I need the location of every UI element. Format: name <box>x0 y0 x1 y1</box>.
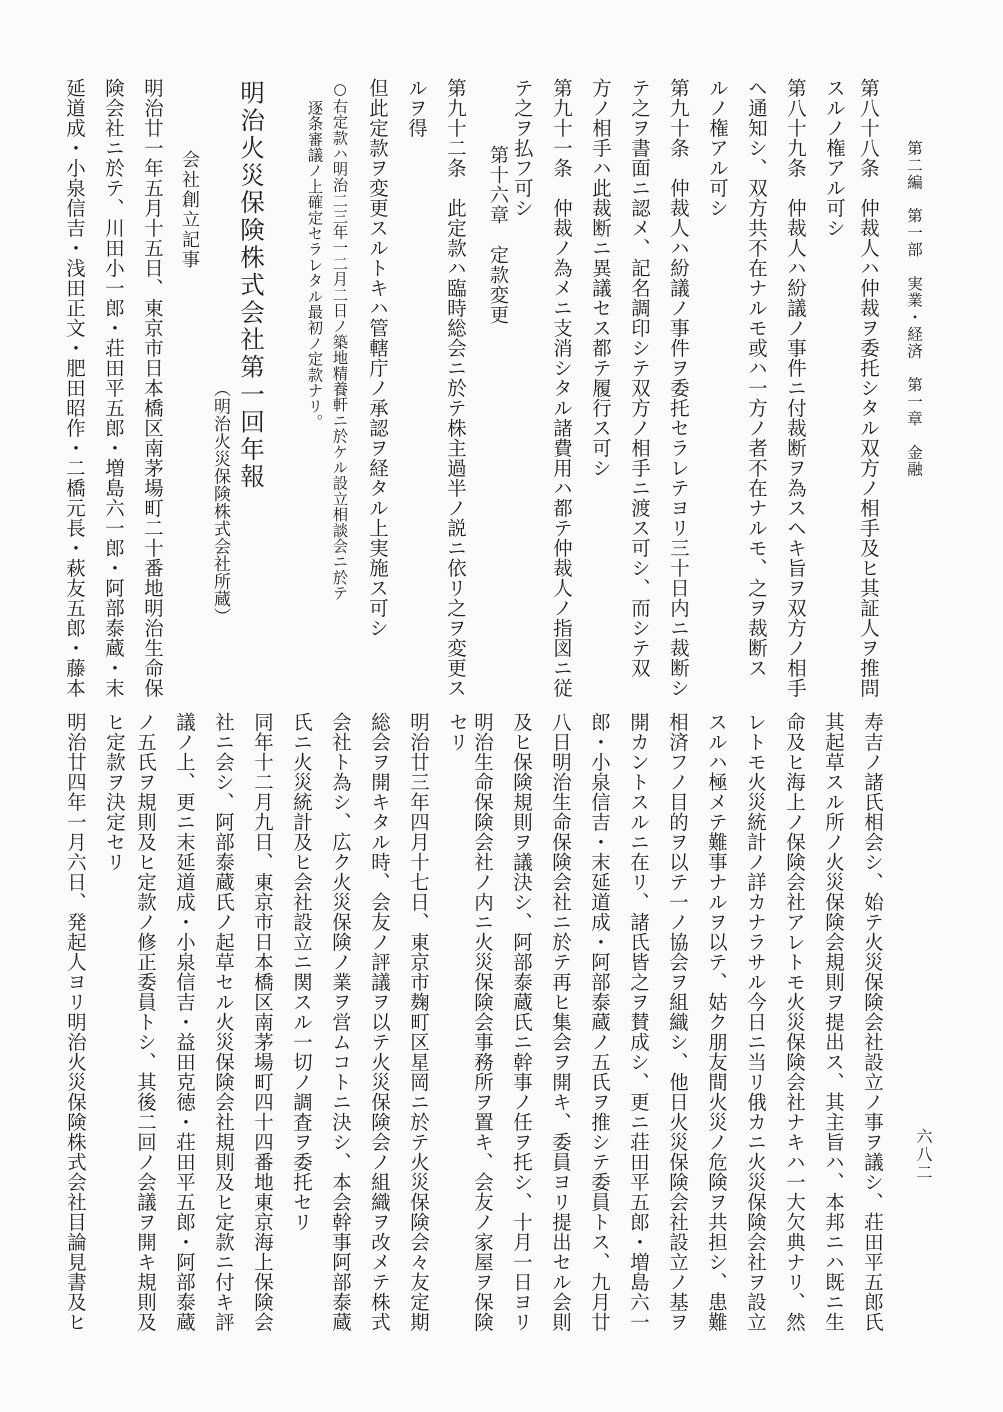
text-column: 第八十九条 仲裁人ハ紛議ノ事件ニ付裁断ヲ為スヘキ旨ヲ双方ノ相手 <box>784 78 807 698</box>
text-column: 社ニ会シ、阿部泰蔵氏ノ起草セル火災保険会社規則及ヒ定款ニ付キ評 <box>212 712 235 1332</box>
text-column: 寿吉ノ諸氏相会シ、始テ火災保険会社設立ノ事ヲ議シ、荘田平五郎氏 <box>861 712 884 1332</box>
section-subheading: 会社創立記事 <box>179 150 200 270</box>
running-header: 第二編 第一部 実業・経済 第一章 金融 <box>905 140 923 478</box>
source-note: （明治火災保険株式会社所蔵） <box>210 380 230 625</box>
text-column: 相済フノ目的ヲ以テ一ノ協会ヲ組織シ、他日火災保険会社設立ノ基ヲ <box>666 712 689 1332</box>
text-column: 同年十二月九日、東京市日本橋区南茅場町四十四番地東京海上保険会 <box>251 712 274 1332</box>
text-column: 総会ヲ開キタル時、会友ノ評議ヲ以テ火災保険会ノ組織ヲ改メテ株式 <box>368 712 391 1332</box>
text-column: 険会社ニ於テ、川田小一郎・荘田平五郎・増島六一郎・阿部泰蔵・末 <box>102 78 125 698</box>
text-column: テ之ヲ払フ可シ <box>511 78 534 218</box>
text-column: ノ五氏ヲ規則及ヒ定款ノ修正委員トシ、其後二回ノ会議ヲ開キ規則及 <box>134 712 157 1332</box>
text-column: スルノ権アル可シ <box>823 78 846 238</box>
text-column: 第九十条 仲裁人ハ紛議ノ事件ヲ委托セラレテヨリ三十日内ニ裁断シ <box>667 78 690 698</box>
text-column: ヘ通知シ、双方共不在ナルモ或ハ一方ノ者不在ナルモ、之ヲ裁断ス <box>745 78 768 678</box>
text-column: 第九十一条 仲裁ノ為メニ支消シタル諸費用ハ都テ仲裁人ノ指図ニ従 <box>550 78 573 698</box>
text-column: レトモ火災統計ノ詳カナラサル今日ニ当リ俄カニ火災保険会社ヲ設立 <box>744 712 767 1332</box>
text-column: 氏ニ火災統計及ヒ会社設立ニ関スル一切ノ調査ヲ委托セリ <box>290 712 313 1232</box>
text-column: 但此定款ヲ変更スルトキハ管轄庁ノ承認ヲ経タル上実施ス可シ <box>366 78 389 638</box>
chapter-heading: 第十六章 定款変更 <box>487 145 509 325</box>
text-column: 明治生命保険会社ノ内ニ火災保険会事務所ヲ置キ、会友ノ家屋ヲ保険 <box>471 712 494 1332</box>
text-column: 八日明治生命保険会社ニ於テ再ヒ集会ヲ開キ、委員ヨリ提出セル会則 <box>549 712 572 1332</box>
text-column: 命及ヒ海上ノ保険会社アレトモ火災保険会社ナキハ一大欠典ナリ、然 <box>783 712 806 1332</box>
text-column: セリ <box>446 712 469 752</box>
page-number: 六八二 <box>914 1128 933 1182</box>
document-title: 明治火災保険株式会社第一回年報 <box>237 80 266 491</box>
text-column: 明治廿四年一月六日、発起人ヨリ明治火災保険株式会社目論見書及ヒ <box>64 712 87 1332</box>
editorial-note: ○右定款ハ明治二三年一二月二日ノ築地精養軒ニ於ケル設立相談会ニ於テ <box>331 80 349 601</box>
text-column: 議ノ上、更ニ末延道成・小泉信吉・益田克徳・荘田平五郎・阿部泰蔵 <box>173 712 196 1332</box>
text-column: ルヲ得 <box>405 78 428 138</box>
text-column: 其起草スル所ノ火災保険会規則ヲ提出ス、其主旨ハ、本邦ニハ既ニ生 <box>822 712 845 1332</box>
text-column: 及ヒ保険規則ヲ議決シ、阿部泰蔵氏ニ幹事ノ任ヲ托シ、十月一日ヨリ <box>510 712 533 1332</box>
text-column: スルハ極メテ難事ナルヲ以テ、姑ク朋友間火災ノ危険ヲ共担シ、患難 <box>705 712 728 1332</box>
text-column: 郎・小泉信吉・末延道成・阿部泰蔵ノ五氏ヲ推シテ委員トス、九月廿 <box>588 712 611 1332</box>
text-column: 会社ト為シ、広ク火災保険ノ業ヲ営ムコトニ決シ、本会幹事阿部泰蔵 <box>329 712 352 1332</box>
text-column: ルノ権アル可シ <box>706 78 729 218</box>
text-column: 第九十二条 此定款ハ臨時総会ニ於テ株主過半ノ説ニ依リ之ヲ変更ス <box>444 78 467 698</box>
text-column: テ之ヲ書面ニ認メ、記名調印シテ双方ノ相手ニ渡ス可シ、而シテ双 <box>628 78 651 678</box>
text-column: ヒ定款ヲ決定セリ <box>103 712 126 872</box>
text-column: 明治廿一年五月十五日、東京市日本橋区南茅場町二十番地明治生命保 <box>141 78 164 698</box>
text-column: 延道成・小泉信吉・浅田正文・肥田昭作・二橋元長・萩友五郎・藤本 <box>63 78 86 698</box>
editorial-note: 逐条審議ノ上確定セラレタル最初ノ定款ナリ。 <box>306 100 324 430</box>
text-column: 方ノ相手ハ此裁断ニ異議セス都テ履行ス可シ <box>589 78 612 478</box>
text-column: 開カントスルニ在リ、諸氏皆之ヲ賛成シ、更ニ荘田平五郎・増島六一 <box>627 712 650 1332</box>
text-column: 第八十八条 仲裁人ハ仲裁ヲ委托シタル双方ノ相手及ヒ其証人ヲ推問 <box>857 78 880 698</box>
text-column: 明治廿三年四月十七日、東京市麹町区星岡ニ於テ火災保険会々友定期 <box>407 712 430 1332</box>
